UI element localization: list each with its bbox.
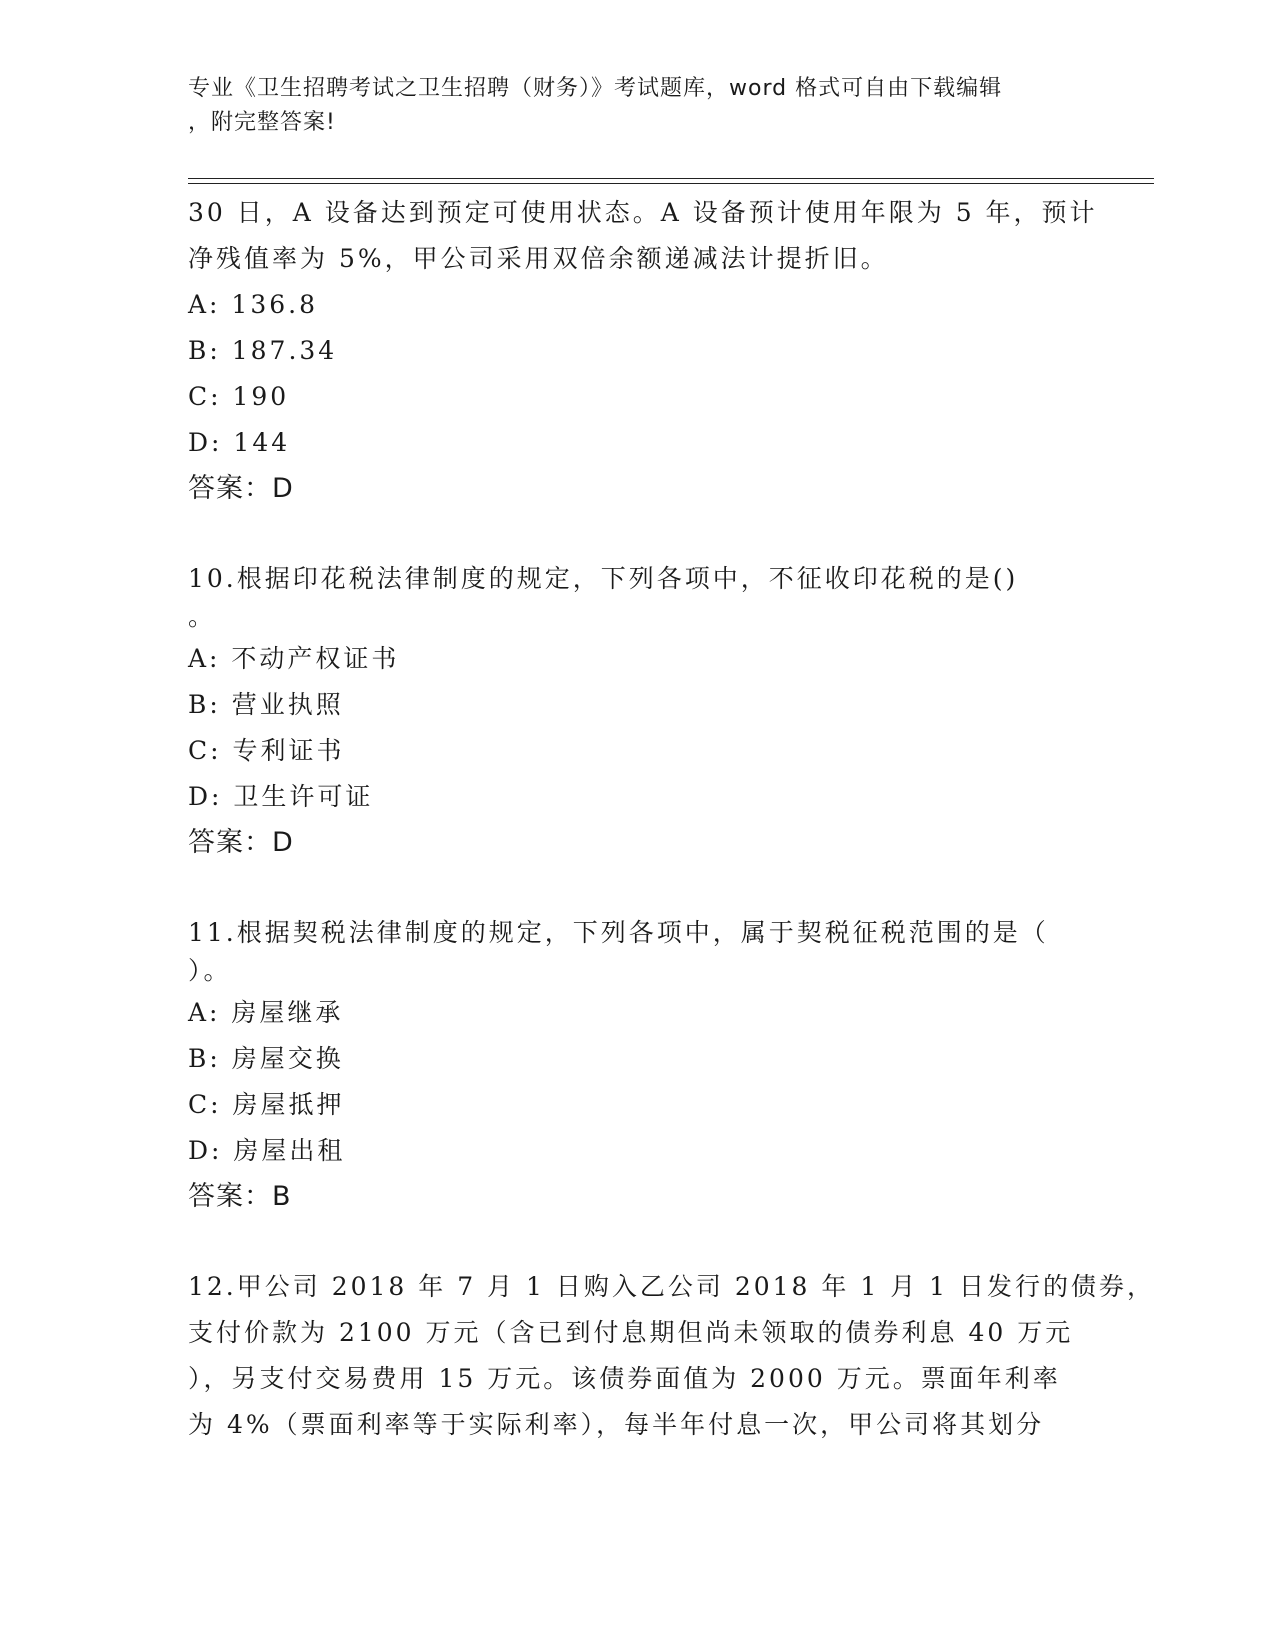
question-text-line: 支付价款为 2100 万元（含已到付息期但尚未领取的债券利息 40 万元 — [188, 1318, 1074, 1347]
option-a: A: 136.8 — [188, 290, 318, 319]
question-10 — [188, 556, 1078, 866]
header-line-1: 专业《卫生招聘考试之卫生招聘（财务）》考试题库，word 格式可自由下载编辑 — [188, 76, 1003, 101]
question-text-line: 为 4%（票面利率等于实际利率），每半年付息一次，甲公司将其划分 — [188, 1410, 1045, 1439]
option-b: B: 房屋交换 — [188, 1044, 344, 1073]
option-c: C: 房屋抵押 — [188, 1090, 345, 1119]
option-b: B: 187.34 — [188, 336, 338, 365]
question-text-line: 30 日，A 设备达到预定可使用状态。A 设备预计使用年限为 5 年，预计 — [188, 198, 1098, 227]
header-divider-bottom — [188, 183, 1154, 184]
question-text-line: 12.甲公司 2018 年 7 月 1 日购入乙公司 2018 年 1 月 1 日发行的债券， — [188, 1272, 1155, 1301]
question-text-line: ）。 — [188, 956, 232, 985]
question-content — [188, 190, 1155, 1448]
option-c: C: 专利证书 — [188, 736, 345, 765]
question-text-line: 11.根据契税法律制度的规定，下列各项中，属于契税征税范围的是（ — [188, 918, 1049, 947]
header-line-2: ，附完整答案! — [188, 110, 336, 135]
option-d: D: 144 — [188, 428, 291, 457]
option-a: A: 不动产权证书 — [188, 644, 400, 673]
question-text-line: 净残值率为 5%，甲公司采用双倍余额递减法计提折旧。 — [188, 244, 889, 273]
header-divider-top — [188, 178, 1154, 179]
option-d: D: 卫生许可证 — [188, 782, 374, 811]
question-text-line: 10.根据印花税法律制度的规定，下列各项中，不征收印花税的是() — [188, 564, 1019, 593]
question-text-line: ），另支付交易费用 15 万元。该债券面值为 2000 万元。票面年利率 — [188, 1364, 1061, 1393]
document-header — [188, 72, 1068, 140]
answer-label: 答案：D — [188, 473, 294, 504]
option-d: D: 房屋出租 — [188, 1136, 346, 1165]
option-a: A: 房屋继承 — [188, 998, 344, 1027]
question-9 — [188, 190, 1098, 512]
option-b: B: 营业执照 — [188, 690, 344, 719]
question-text-line: 。 — [188, 602, 217, 631]
question-12 — [188, 1264, 1155, 1448]
answer-label: 答案：D — [188, 827, 294, 858]
option-c: C: 190 — [188, 382, 290, 411]
question-11 — [188, 910, 1078, 1220]
answer-label: 答案：B — [188, 1181, 292, 1212]
